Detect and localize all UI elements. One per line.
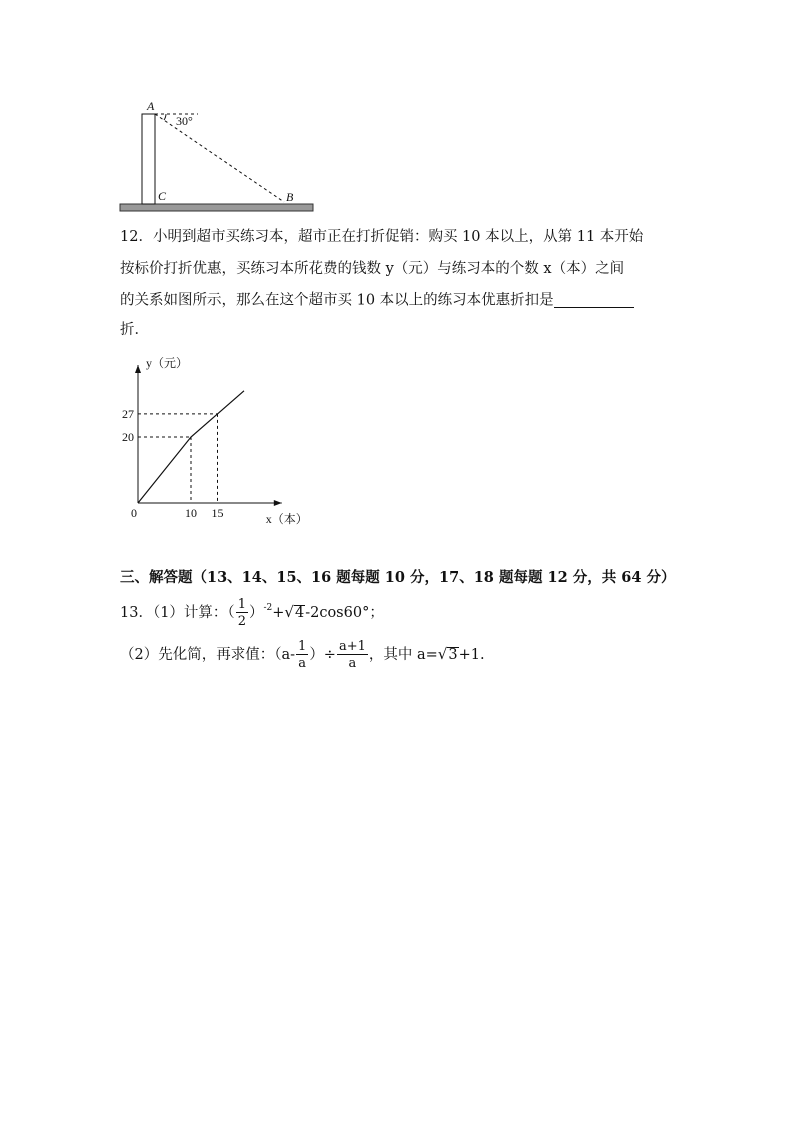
price-chart (110, 350, 310, 535)
y-tick-label: 20 (122, 430, 134, 444)
label-b: B (286, 190, 294, 204)
line-ab (155, 114, 284, 202)
q12-line2: 按标价打折优惠，买练习本所花费的钱数 y（元）与练习本的个数 x（本）之间 (120, 261, 625, 277)
q13-frac1-den: a (298, 656, 307, 671)
label-angle: 30° (176, 114, 193, 128)
y-axis-arrow-icon (135, 365, 141, 373)
q13-fraction-half (236, 598, 248, 628)
q13-frac1-num: 1 (298, 639, 307, 654)
answer-blank[interactable] (554, 293, 634, 308)
y-axis-label: y（元） (146, 356, 189, 370)
q13-part2-prefix: （2）先化简，再求值：（a- (120, 646, 296, 663)
q13-fraction-a1-over-a (337, 640, 368, 670)
q12-line4: 折． (120, 322, 149, 338)
q13-frac-num: 1 (237, 597, 246, 612)
x-tick-label: 15 (211, 506, 224, 520)
ground-bar (120, 204, 313, 211)
x-axis-arrow-icon (274, 500, 282, 506)
q12-line3-text: 的关系如图所示，那么在这个超市买 10 本以上的练习本优惠折扣是 (120, 292, 554, 309)
q13-radicand: 4 (294, 605, 305, 622)
angle-arc (164, 114, 166, 120)
q13-frac2-den: a (348, 656, 357, 671)
origin-label: 0 (131, 506, 137, 520)
q13-frac-den: 2 (237, 614, 246, 629)
q12-line3 (120, 293, 634, 308)
q13-fraction-1-over-a (296, 640, 308, 670)
x-axis-label: x（本） (265, 512, 308, 526)
q13-frac2-num: a+1 (338, 639, 366, 654)
q12-line1: 12．小明到超市买练习本，超市正在打折促销：购买 10 本以上，从第 11 本开始 (120, 229, 644, 245)
q13-part2-suffix: +1. (458, 646, 485, 663)
q13-part2-div: ）÷ (309, 646, 336, 663)
section3-heading: 三、解答题（13、14、15、16 题每题 10 分，17、18 题每题 12 分，共 64 分） (120, 569, 676, 586)
q13-part1 (120, 598, 384, 628)
x-tick-label: 10 (185, 506, 197, 520)
q13-plus: + (272, 604, 285, 621)
q13-exponent: -2 (263, 602, 273, 613)
q13-part1-close: ） (248, 604, 264, 621)
q13-part2-mid: ，其中 a= (368, 646, 438, 663)
label-c: C (158, 189, 167, 203)
q13-part1-prefix: 13．（1）计算：（ (120, 604, 235, 621)
q13-part2 (120, 640, 485, 670)
q13-radicand-3: 3 (448, 647, 458, 664)
q13-sqrt3 (438, 647, 459, 663)
radical-sign-icon: √ (284, 603, 294, 622)
radical-sign-icon: √ (437, 645, 448, 664)
q13-sqrt4 (284, 605, 305, 621)
y-tick-label: 27 (122, 406, 134, 421)
label-a: A (147, 99, 155, 113)
pole-rect (142, 114, 155, 204)
q13-part1-suffix: -2cos60°； (305, 604, 384, 621)
